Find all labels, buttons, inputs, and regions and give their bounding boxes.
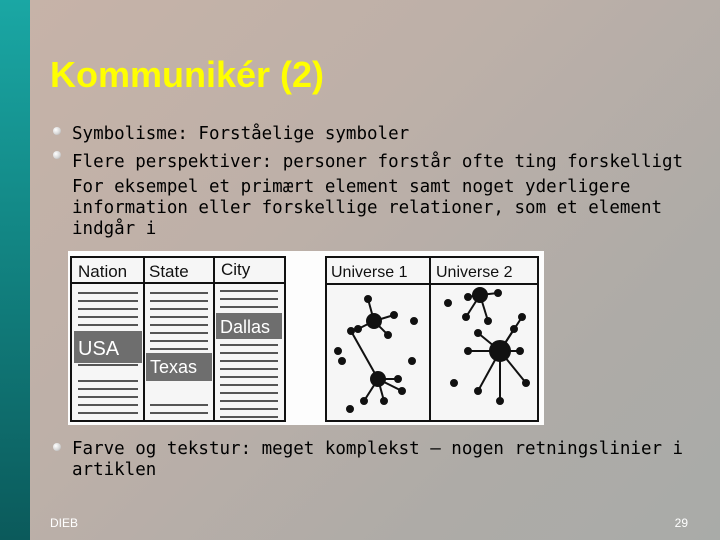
table-label-usa: USA [78, 338, 120, 360]
universe-header-2: Universe 2 [436, 264, 513, 281]
continuation-line: information eller forskellige relationer, som et element [72, 198, 663, 218]
bullet-text-symbolism: Symbolisme: Forståelige symboler [72, 124, 410, 144]
illustration-figure [68, 251, 544, 425]
table-label-dallas: Dallas [220, 317, 271, 337]
bullet-icon [53, 151, 61, 159]
table-header-city: City [221, 260, 251, 279]
continuation-line: artiklen [72, 460, 157, 480]
continuation-line: indgår i [72, 219, 157, 239]
bullet-text-color-texture: Farve og tekstur: meget komplekst – nogen retningslinier i [72, 439, 684, 459]
accent-bar [0, 0, 30, 540]
slide-title: Kommunikér (2) [50, 54, 325, 95]
universe-header-1: Universe 1 [331, 264, 408, 281]
universe-illustration [326, 257, 538, 421]
continuation-line: For eksempel et primært element samt noget yderligere [72, 177, 631, 197]
table-illustration [71, 257, 285, 421]
table-header-nation: Nation [78, 262, 128, 281]
footer-label: DIEB [50, 516, 79, 530]
table-label-texas: Texas [150, 357, 198, 377]
table-header-state: State [149, 262, 189, 281]
illustration-svg [68, 251, 544, 425]
bullet-icon [53, 443, 61, 451]
bullet-text-perspectives: Flere perspektiver: personer forstår ofte ting forskelligt [72, 152, 684, 172]
page-number: 29 [674, 516, 688, 530]
bullet-icon [53, 127, 61, 135]
